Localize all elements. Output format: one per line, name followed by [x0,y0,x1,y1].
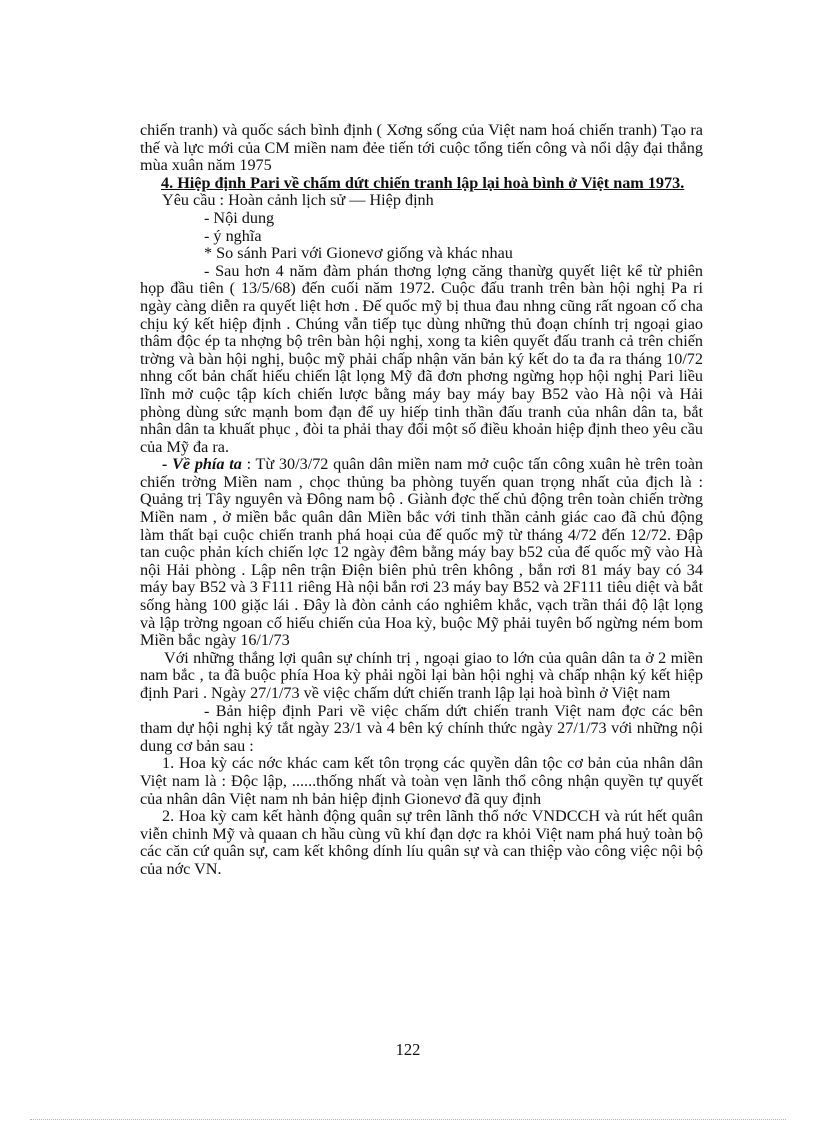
requirement-item: - ý nghĩa [204,226,262,245]
footer-divider [30,1119,786,1120]
paragraph-continuation: chiến tranh) và quốc sách bình định ( Xơng sống của Việt nam hoá chiến tranh) Tạo ra thế và lực mới của CM miền nam đẻe tiến tới cuộc tổng tiến công và nổi dậy đại thắng mùa xuân năm 1975 [140,121,703,175]
paragraph-our-side-text: : Từ 30/3/72 quân dân miền nam mở cuộc tấn công xuân hè trên toàn chiến trờng Miền nam , chọc thủng ba phòng tuyến quan trọng nhất của địch là : Quảng trị Tây nguyên và Đông nam bộ . Giành đợc thế chủ động trên toàn chiến trờng Miền nam , ở miền bắc quân dân Miền bắc với tinh thần cảnh giác cao đã chủ động làm thất bại cuộc chiến tranh phá hoại của đế quốc mỹ từ tháng 4/72 đến 12/72. Đập tan cuộc phản kích chiến lợc 12 ngày đêm bằng máy bay b52 của đế quốc mỹ vào Hà nội Hải phòng . Lập nên trận Điện biên phủ trên không , bắn rơi 81 máy bay có 34 máy bay B52 và 3 F111 riêng Hà nội bắn rơi 23 máy bay B52 và 2F111 tiêu diệt và bắt sống hàng 100 giặc lái . Đây là đòn cảnh cáo nghiêm khắc, vạch trần thái độ lật lọng và lập trờng ngoan cố hiếu chiến của Hoa kỳ, buộc Mỹ phải tuyên bố ngừng ném bom Miền bắc ngày 16/1/73 [140,455,703,650]
paragraph-lead: - Về phía ta [162,455,242,474]
paragraph-victories: Với những thắng lợi quân sự chính trị , ngoại giao to lớn của quân dân ta ở 2 miền nam bắc , ta đã buộc phía Hoa kỳ phải ngồi lại bàn hội nghị và chấp nhận ký kết hiệp định Pari . Ngày 27/1/73 về việc chấm dứt chiến tranh lập lại hoà bình ở Việt nam [140,648,703,702]
requirement-item: - Nội dung [204,208,275,227]
paragraph-our-side [140,456,703,650]
paragraph-signing: - Bản hiệp định Pari về việc chấm dứt chiến tranh Việt nam đợc các bên tham dự hội nghị ký tắt ngày 23/1 và 4 bên ký chính thức ngày 27/1/73 với những nội dung cơ bản sau : [140,701,703,755]
page-number: 122 [395,1040,421,1059]
section-heading: 4. Hiệp định Pari về chấm dứt chiến tranh lập lại hoà bình ở Việt nam 1973. [161,173,685,192]
paragraph-negotiation: - Sau hơn 4 năm đàm phán thơng lợng căng thanừg quyết liệt kể từ phiên họp đầu tiên ( 13/5/68) đến cuối năm 1972. Cuộc đấu tranh trên bàn hội nghị Pa ri ngày càng diễn ra quyết liệt hơn . Đế quốc mỹ bị thua đau nhng cũng rất ngoan cố cha chịu ký kết hiệp định . Chúng vẫn tiếp tục dùng những thủ đoạn chính trị ngoại giao thâm độc ép ta nhợng bộ trên bàn hội nghị, xong ta kiên quyết đấu tranh cả trên chiến trờng và bàn hội nghị, buộc mỹ phải chấp nhận văn bản ký kết do ta đa ra tháng 10/72 nhng cốt bản chất hiếu chiến lật lọng Mỹ đã đơn phơng ngừng họp hội nghị Pari liều lĩnh mở cuộc tập kích chiến lược bằng máy bay máy bay B52 vào Hà nội và Hải phòng dùng sức mạnh bom đạn để uy hiếp tinh thần đấu tranh của nhân dân ta, bắt nhân dân ta khuất phục , đòi ta phải thay đổi một số điều khoản hiệp định theo yêu cầu của Mỹ đa ra. [140,261,703,456]
paragraph-point-1: 1. Hoa kỳ các nớc khác cam kết tôn trọng các quyền dân tộc cơ bản của nhân dân Việt nam là : Độc lập, ......thống nhất và toàn vẹn lãnh thổ công nhận quyền tự quyết của nhân dân Việt nam nh bản hiệp định Gionevơ đã quy định [140,754,703,808]
requirements-intro: Yêu cầu : Hoàn cảnh lịch sử — Hiệp định [162,191,434,210]
body-text [140,122,703,879]
requirement-item: * So sánh Pari với Gionevơ giống và khác nhau [204,244,513,263]
paragraph-point-2: 2. Hoa kỳ cam kết hành động quân sự trên lãnh thổ nớc VNDCCH và rút hết quân viễn chinh Mỹ và quaan ch hầu cùng vũ khí đạn dợc ra khỏi Việt nam phá huỷ toàn bộ các căn cứ quân sự, cam kết không dính líu quân sự và can thiệp vào công việc nội bộ của nớc VN. [140,807,703,878]
